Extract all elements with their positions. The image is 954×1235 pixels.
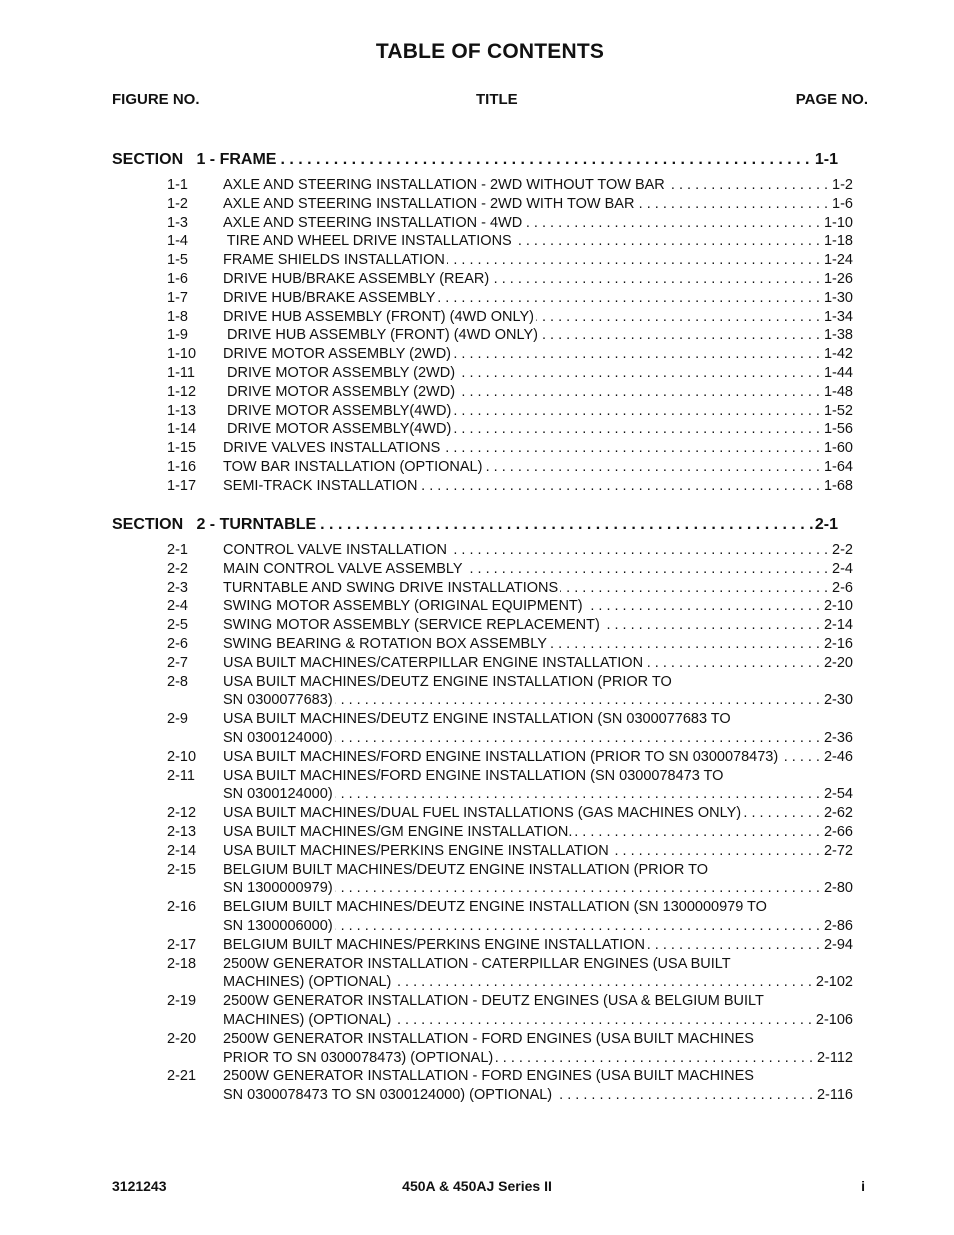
toc-entry-list (167, 541, 853, 1105)
toc-section-frame (112, 151, 853, 496)
entry-title-text: BELGIUM BUILT MACHINES/PERKINS ENGINE INSTALLATION (223, 936, 645, 953)
figure-number: 1-14 (167, 421, 197, 438)
toc-entry (167, 308, 853, 327)
entry-title (223, 1030, 853, 1068)
entry-title-line: USA BUILT MACHINES/FORD ENGINE INSTALLATION (SN 0300078473 TO (223, 767, 724, 784)
page-number: 2-54 (823, 786, 853, 803)
page-number: 2-106 (815, 1011, 853, 1028)
entry-title (223, 383, 853, 402)
dot-leader (540, 326, 820, 345)
dot-leader (743, 804, 820, 823)
dot-leader (419, 477, 820, 496)
toc-entry (167, 804, 853, 823)
dot-leader (560, 579, 828, 598)
dot-leader (585, 597, 820, 616)
entry-title-text: PRIOR TO SN 0300078473) (OPTIONAL) (223, 1049, 494, 1066)
entry-title (223, 251, 853, 270)
page-number: 2-36 (823, 729, 853, 746)
page-number: 2-94 (823, 936, 853, 953)
entry-title (223, 402, 853, 421)
page-number: 2-112 (816, 1049, 853, 1066)
entry-title (223, 477, 853, 496)
entry-title (223, 195, 853, 214)
entry-title-text: DRIVE VALVES INSTALLATIONS (223, 440, 441, 457)
figure-number: 1-11 (167, 364, 195, 381)
toc-entry (167, 992, 853, 1030)
dot-leader (645, 654, 820, 673)
dot-leader (514, 232, 820, 251)
entry-title-last-line (223, 1011, 853, 1030)
entry-title-last-line (223, 176, 853, 195)
entry-title-line: 2500W GENERATOR INSTALLATION - FORD ENGINES (USA BUILT MACHINES (223, 1068, 754, 1085)
toc-entry (167, 345, 853, 364)
figure-number: 1-15 (167, 440, 197, 457)
footer-page-number: i (861, 1178, 865, 1194)
page-number: 1-56 (823, 421, 853, 438)
figure-number: 2-8 (167, 673, 188, 690)
dot-leader (449, 541, 828, 560)
toc-entry (167, 232, 853, 251)
entry-title-last-line (223, 195, 853, 214)
section-page-number: 2-1 (814, 516, 838, 533)
entry-title-line: BELGIUM BUILT MACHINES/DEUTZ ENGINE INSTALLATION (SN 1300000979 TO (223, 899, 767, 916)
toc-entry-list (167, 176, 853, 496)
dot-leader (574, 823, 820, 842)
figure-number: 1-5 (167, 252, 188, 269)
dot-leader (647, 936, 820, 955)
figure-number: 2-11 (167, 767, 195, 784)
entry-title (223, 1067, 853, 1105)
entry-title (223, 710, 853, 748)
entry-title (223, 308, 853, 327)
entry-title-last-line (223, 326, 853, 345)
dot-leader (524, 214, 820, 233)
figure-number: 2-19 (167, 993, 197, 1010)
figure-number: 2-9 (167, 711, 188, 728)
page-number: 2-116 (816, 1087, 853, 1104)
toc-entry (167, 439, 853, 458)
section-heading (112, 516, 838, 538)
entry-title-text: SEMI-TRACK INSTALLATION (223, 477, 418, 494)
entry-title-last-line (223, 402, 853, 421)
toc-entry (167, 195, 853, 214)
entry-title-last-line (223, 345, 853, 364)
entry-title-last-line (223, 917, 853, 936)
entry-title-last-line (223, 616, 853, 635)
figure-number: 1-2 (167, 195, 188, 212)
figure-number: 1-6 (167, 270, 188, 287)
section-page-number: 1-1 (814, 151, 838, 168)
toc-entry (167, 560, 853, 579)
page-number: 2-86 (823, 917, 853, 934)
entry-title-last-line (223, 729, 853, 748)
entry-title-last-line (223, 1086, 853, 1105)
dot-leader (457, 364, 820, 383)
page-number: 2-30 (823, 692, 853, 709)
entry-title-text: TIRE AND WHEEL DRIVE INSTALLATIONS (223, 233, 512, 250)
footer-model-name: 450A & 450AJ Series II (402, 1178, 552, 1194)
entry-title-last-line (223, 439, 853, 458)
figure-number: 2-16 (167, 899, 197, 916)
figure-number: 2-15 (167, 861, 197, 878)
figure-number: 1-10 (167, 346, 197, 363)
entry-title-text: SN 0300124000) (223, 786, 333, 803)
dot-leader (335, 917, 820, 936)
entry-title-text: USA BUILT MACHINES/CATERPILLAR ENGINE INSTALLATION (223, 654, 644, 671)
entry-title-last-line (223, 289, 853, 308)
toc-entry (167, 326, 853, 345)
page-number: 1-2 (832, 177, 853, 193)
toc-entry (167, 541, 853, 560)
page-number: 2-46 (823, 748, 853, 765)
entry-title (223, 673, 853, 711)
entry-title-line: USA BUILT MACHINES/DEUTZ ENGINE INSTALLATION (PRIOR TO (223, 673, 672, 690)
figure-number: 1-4 (167, 233, 188, 250)
entry-title-last-line (223, 823, 853, 842)
entry-title (223, 955, 853, 993)
entry-title-text: SN 0300124000) (223, 729, 333, 746)
figure-number: 2-12 (167, 805, 197, 822)
entry-title (223, 345, 853, 364)
dot-leader (335, 729, 820, 748)
toc-entry (167, 616, 853, 635)
entry-title-text: DRIVE HUB/BRAKE ASSEMBLY (REAR) (223, 270, 490, 287)
entry-title-line: 2500W GENERATOR INSTALLATION - DEUTZ ENGINES (USA & BELGIUM BUILT (223, 993, 764, 1010)
entry-title-line: BELGIUM BUILT MACHINES/DEUTZ ENGINE INSTALLATION (PRIOR TO (223, 861, 709, 878)
section-title: SECTION 1 - FRAME (112, 151, 277, 168)
column-header-page-no: PAGE NO. (795, 91, 868, 108)
entry-title-last-line (223, 232, 853, 251)
toc-entry (167, 176, 853, 195)
page-number: 1-42 (823, 346, 853, 363)
page-number: 1-48 (823, 383, 853, 400)
toc-section-turntable (112, 516, 853, 1105)
page-number: 1-30 (823, 289, 853, 306)
entry-title-last-line (223, 420, 853, 439)
entry-title-text: DRIVE MOTOR ASSEMBLY (2WD) (223, 383, 456, 400)
entry-title-last-line (223, 597, 853, 616)
toc-entry (167, 710, 853, 748)
entry-title-last-line (223, 804, 853, 823)
figure-number: 1-3 (167, 214, 188, 231)
dot-leader (437, 289, 820, 308)
toc-entry (167, 823, 853, 842)
toc-entry (167, 767, 853, 805)
page-number: 2-62 (823, 805, 853, 822)
figure-number: 2-6 (167, 635, 188, 652)
figure-number: 2-20 (167, 1030, 197, 1047)
toc-entry (167, 251, 853, 270)
dot-leader (465, 560, 828, 579)
figure-number: 2-17 (167, 936, 197, 953)
figure-number: 1-12 (167, 383, 197, 400)
figure-number: 2-18 (167, 955, 197, 972)
page-number: 1-38 (823, 327, 853, 344)
toc-entry (167, 383, 853, 402)
entry-title-text: DRIVE MOTOR ASSEMBLY(4WD) (223, 421, 452, 438)
entry-title (223, 289, 853, 308)
toc-entry (167, 458, 853, 477)
entry-title (223, 823, 853, 842)
toc-entry (167, 861, 853, 899)
entry-title (223, 541, 853, 560)
entry-title-text: TURNTABLE AND SWING DRIVE INSTALLATIONS (223, 579, 559, 596)
entry-title-text: DRIVE MOTOR ASSEMBLY (2WD) (223, 346, 452, 363)
entry-title-last-line (223, 251, 853, 270)
page-number: 1-24 (823, 252, 853, 269)
toc-entry (167, 477, 853, 496)
dot-leader (393, 973, 812, 992)
page-number: 1-34 (823, 308, 853, 325)
entry-title-last-line (223, 654, 853, 673)
figure-number: 2-21 (167, 1068, 197, 1085)
figure-number: 1-8 (167, 308, 188, 325)
entry-title-text: DRIVE MOTOR ASSEMBLY (2WD) (223, 364, 456, 381)
entry-title-last-line (223, 541, 853, 560)
entry-title-text: SWING BEARING & ROTATION BOX ASSEMBLY (223, 635, 547, 652)
footer-document-number: 3121243 (112, 1178, 167, 1194)
page-number: 2-20 (823, 654, 853, 671)
entry-title-text: MACHINES) (OPTIONAL) (223, 1011, 392, 1028)
entry-title (223, 597, 853, 616)
entry-title (223, 214, 853, 233)
entry-title-last-line (223, 458, 853, 477)
figure-number: 1-7 (167, 289, 188, 306)
page-number: 2-72 (823, 842, 853, 859)
figure-number: 2-2 (167, 560, 188, 577)
figure-number: 2-13 (167, 823, 197, 840)
page-number: 1-60 (823, 440, 853, 457)
dot-leader (602, 616, 820, 635)
entry-title-last-line (223, 691, 853, 710)
entry-title-last-line (223, 1049, 853, 1068)
page-number: 2-66 (823, 823, 853, 840)
entry-title-text: SWING MOTOR ASSEMBLY (SERVICE REPLACEMENT) (223, 617, 600, 634)
figure-number: 1-13 (167, 402, 197, 419)
page-number: 2-14 (823, 617, 853, 634)
entry-title (223, 936, 853, 955)
entry-title-last-line (223, 842, 853, 861)
dot-leader (611, 842, 820, 861)
entry-title-last-line (223, 579, 853, 598)
entry-title-text: SN 1300000979) (223, 880, 333, 897)
page-number: 1-52 (823, 402, 853, 419)
dot-leader (280, 151, 813, 169)
entry-title-last-line (223, 214, 853, 233)
dot-leader (536, 308, 820, 327)
entry-title-text: FRAME SHIELDS INSTALLATION (223, 252, 445, 269)
entry-title (223, 616, 853, 635)
page-number: 2-2 (832, 542, 853, 558)
entry-title-text: TOW BAR INSTALLATION (OPTIONAL) (223, 458, 483, 475)
dot-leader (447, 251, 820, 270)
entry-title (223, 842, 853, 861)
entry-title (223, 635, 853, 654)
entry-title (223, 232, 853, 251)
dot-leader (549, 635, 820, 654)
figure-number: 2-1 (167, 542, 188, 558)
entry-title (223, 326, 853, 345)
page-number: 1-18 (823, 233, 853, 250)
entry-title (223, 992, 853, 1030)
figure-number: 2-3 (167, 579, 188, 596)
figure-number: 2-7 (167, 654, 188, 671)
entry-title-last-line (223, 748, 853, 767)
toc-entry (167, 289, 853, 308)
figure-number: 2-4 (167, 598, 188, 615)
entry-title (223, 458, 853, 477)
entry-title (223, 176, 853, 195)
entry-title-text: USA BUILT MACHINES/FORD ENGINE INSTALLATION (PRIOR TO SN 0300078473) (223, 748, 779, 765)
entry-title-text: AXLE AND STEERING INSTALLATION - 4WD (223, 214, 523, 231)
entry-title-last-line (223, 477, 853, 496)
section-heading (112, 151, 838, 173)
entry-title-last-line (223, 936, 853, 955)
page-number: 1-44 (823, 364, 853, 381)
toc-entry (167, 1067, 853, 1105)
entry-title (223, 898, 853, 936)
figure-number: 2-10 (167, 748, 197, 765)
toc-entry (167, 748, 853, 767)
page-number: 1-26 (823, 270, 853, 287)
toc-entry (167, 420, 853, 439)
dot-leader (335, 691, 820, 710)
toc-entry (167, 402, 853, 421)
entry-title (223, 767, 853, 805)
entry-title-last-line (223, 635, 853, 654)
figure-number: 1-1 (167, 177, 188, 193)
page-number: 1-10 (823, 214, 853, 231)
toc-entry (167, 597, 853, 616)
dot-leader (457, 383, 820, 402)
entry-title (223, 364, 853, 383)
dot-leader (320, 516, 814, 534)
dot-leader (667, 176, 828, 195)
page-number: 1-68 (823, 477, 853, 494)
entry-title-line: USA BUILT MACHINES/DEUTZ ENGINE INSTALLATION (SN 0300077683 TO (223, 711, 731, 728)
entry-title (223, 748, 853, 767)
page-number: 2-102 (815, 974, 853, 991)
page-number: 1-6 (832, 195, 853, 212)
toc-entry (167, 364, 853, 383)
entry-title-last-line (223, 270, 853, 289)
dot-leader (453, 345, 820, 364)
figure-number: 2-14 (167, 842, 197, 859)
entry-title-last-line (223, 785, 853, 804)
page-number: 2-10 (823, 598, 853, 615)
entry-title (223, 420, 853, 439)
dot-leader (335, 879, 820, 898)
section-title: SECTION 2 - TURNTABLE (112, 516, 317, 533)
dot-leader (491, 270, 820, 289)
figure-number: 1-16 (167, 458, 197, 475)
page-number: 2-4 (832, 560, 853, 577)
entry-title-text: SN 0300078473 TO SN 0300124000) (OPTIONAL) (223, 1087, 553, 1104)
figure-number: 2-5 (167, 617, 188, 634)
entry-title (223, 270, 853, 289)
dot-leader (484, 458, 820, 477)
entry-title-last-line (223, 364, 853, 383)
entry-title-text: DRIVE MOTOR ASSEMBLY(4WD) (223, 402, 452, 419)
page-number: 2-6 (832, 579, 853, 596)
dot-leader (636, 195, 828, 214)
entry-title (223, 439, 853, 458)
toc-entry (167, 579, 853, 598)
dot-leader (393, 1011, 812, 1030)
entry-title-line: 2500W GENERATOR INSTALLATION - FORD ENGINES (USA BUILT MACHINES (223, 1030, 754, 1047)
dot-leader (554, 1086, 813, 1105)
entry-title-line: 2500W GENERATOR INSTALLATION - CATERPILLAR ENGINES (USA BUILT (223, 955, 731, 972)
dot-leader (453, 420, 820, 439)
entry-title-text: USA BUILT MACHINES/PERKINS ENGINE INSTALLATION (223, 842, 609, 859)
toc-entry (167, 955, 853, 993)
entry-title-text: SN 0300077683) (223, 692, 333, 709)
dot-leader (335, 785, 820, 804)
toc-entry (167, 654, 853, 673)
dot-leader (453, 402, 820, 421)
page-number: 2-16 (823, 635, 853, 652)
entry-title (223, 560, 853, 579)
toc-entry (167, 270, 853, 289)
dot-leader (495, 1049, 813, 1068)
entry-title-text: DRIVE HUB/BRAKE ASSEMBLY (223, 289, 436, 306)
entry-title-text: SWING MOTOR ASSEMBLY (ORIGINAL EQUIPMENT) (223, 598, 583, 615)
toc-entry (167, 1030, 853, 1068)
entry-title-text: SN 1300006000) (223, 917, 333, 934)
entry-title-last-line (223, 879, 853, 898)
column-header-title: TITLE (476, 91, 518, 108)
figure-number: 1-9 (167, 327, 188, 344)
entry-title-last-line (223, 308, 853, 327)
entry-title-text: USA BUILT MACHINES/GM ENGINE INSTALLATION. (223, 823, 573, 840)
page-title: TABLE OF CONTENTS (375, 40, 605, 63)
figure-number: 1-17 (167, 477, 197, 494)
entry-title-last-line (223, 383, 853, 402)
toc-entry (167, 673, 853, 711)
column-header-figure-no: FIGURE NO. (112, 91, 200, 108)
dot-leader (442, 439, 820, 458)
entry-title-text: MAIN CONTROL VALVE ASSEMBLY (223, 560, 463, 577)
entry-title (223, 579, 853, 598)
entry-title-text: CONTROL VALVE INSTALLATION (223, 542, 447, 558)
toc-entry (167, 214, 853, 233)
entry-title-text: USA BUILT MACHINES/DUAL FUEL INSTALLATIONS (GAS MACHINES ONLY) (223, 805, 742, 822)
entry-title (223, 804, 853, 823)
page-number: 1-64 (823, 458, 853, 475)
page-number: 2-80 (823, 880, 853, 897)
entry-title-text: DRIVE HUB ASSEMBLY (FRONT) (4WD ONLY) (223, 327, 539, 344)
entry-title-text: DRIVE HUB ASSEMBLY (FRONT) (4WD ONLY) (223, 308, 534, 325)
entry-title-last-line (223, 973, 853, 992)
entry-title (223, 861, 853, 899)
entry-title-text: MACHINES) (OPTIONAL) (223, 974, 392, 991)
toc-entry (167, 936, 853, 955)
toc-entry (167, 635, 853, 654)
entry-title (223, 654, 853, 673)
toc-entry (167, 842, 853, 861)
toc-entry (167, 898, 853, 936)
entry-title-text: AXLE AND STEERING INSTALLATION - 2WD WITH TOW BAR (223, 195, 635, 212)
dot-leader (780, 748, 820, 767)
entry-title-text: AXLE AND STEERING INSTALLATION - 2WD WITHOUT TOW BAR (223, 177, 665, 193)
entry-title-last-line (223, 560, 853, 579)
